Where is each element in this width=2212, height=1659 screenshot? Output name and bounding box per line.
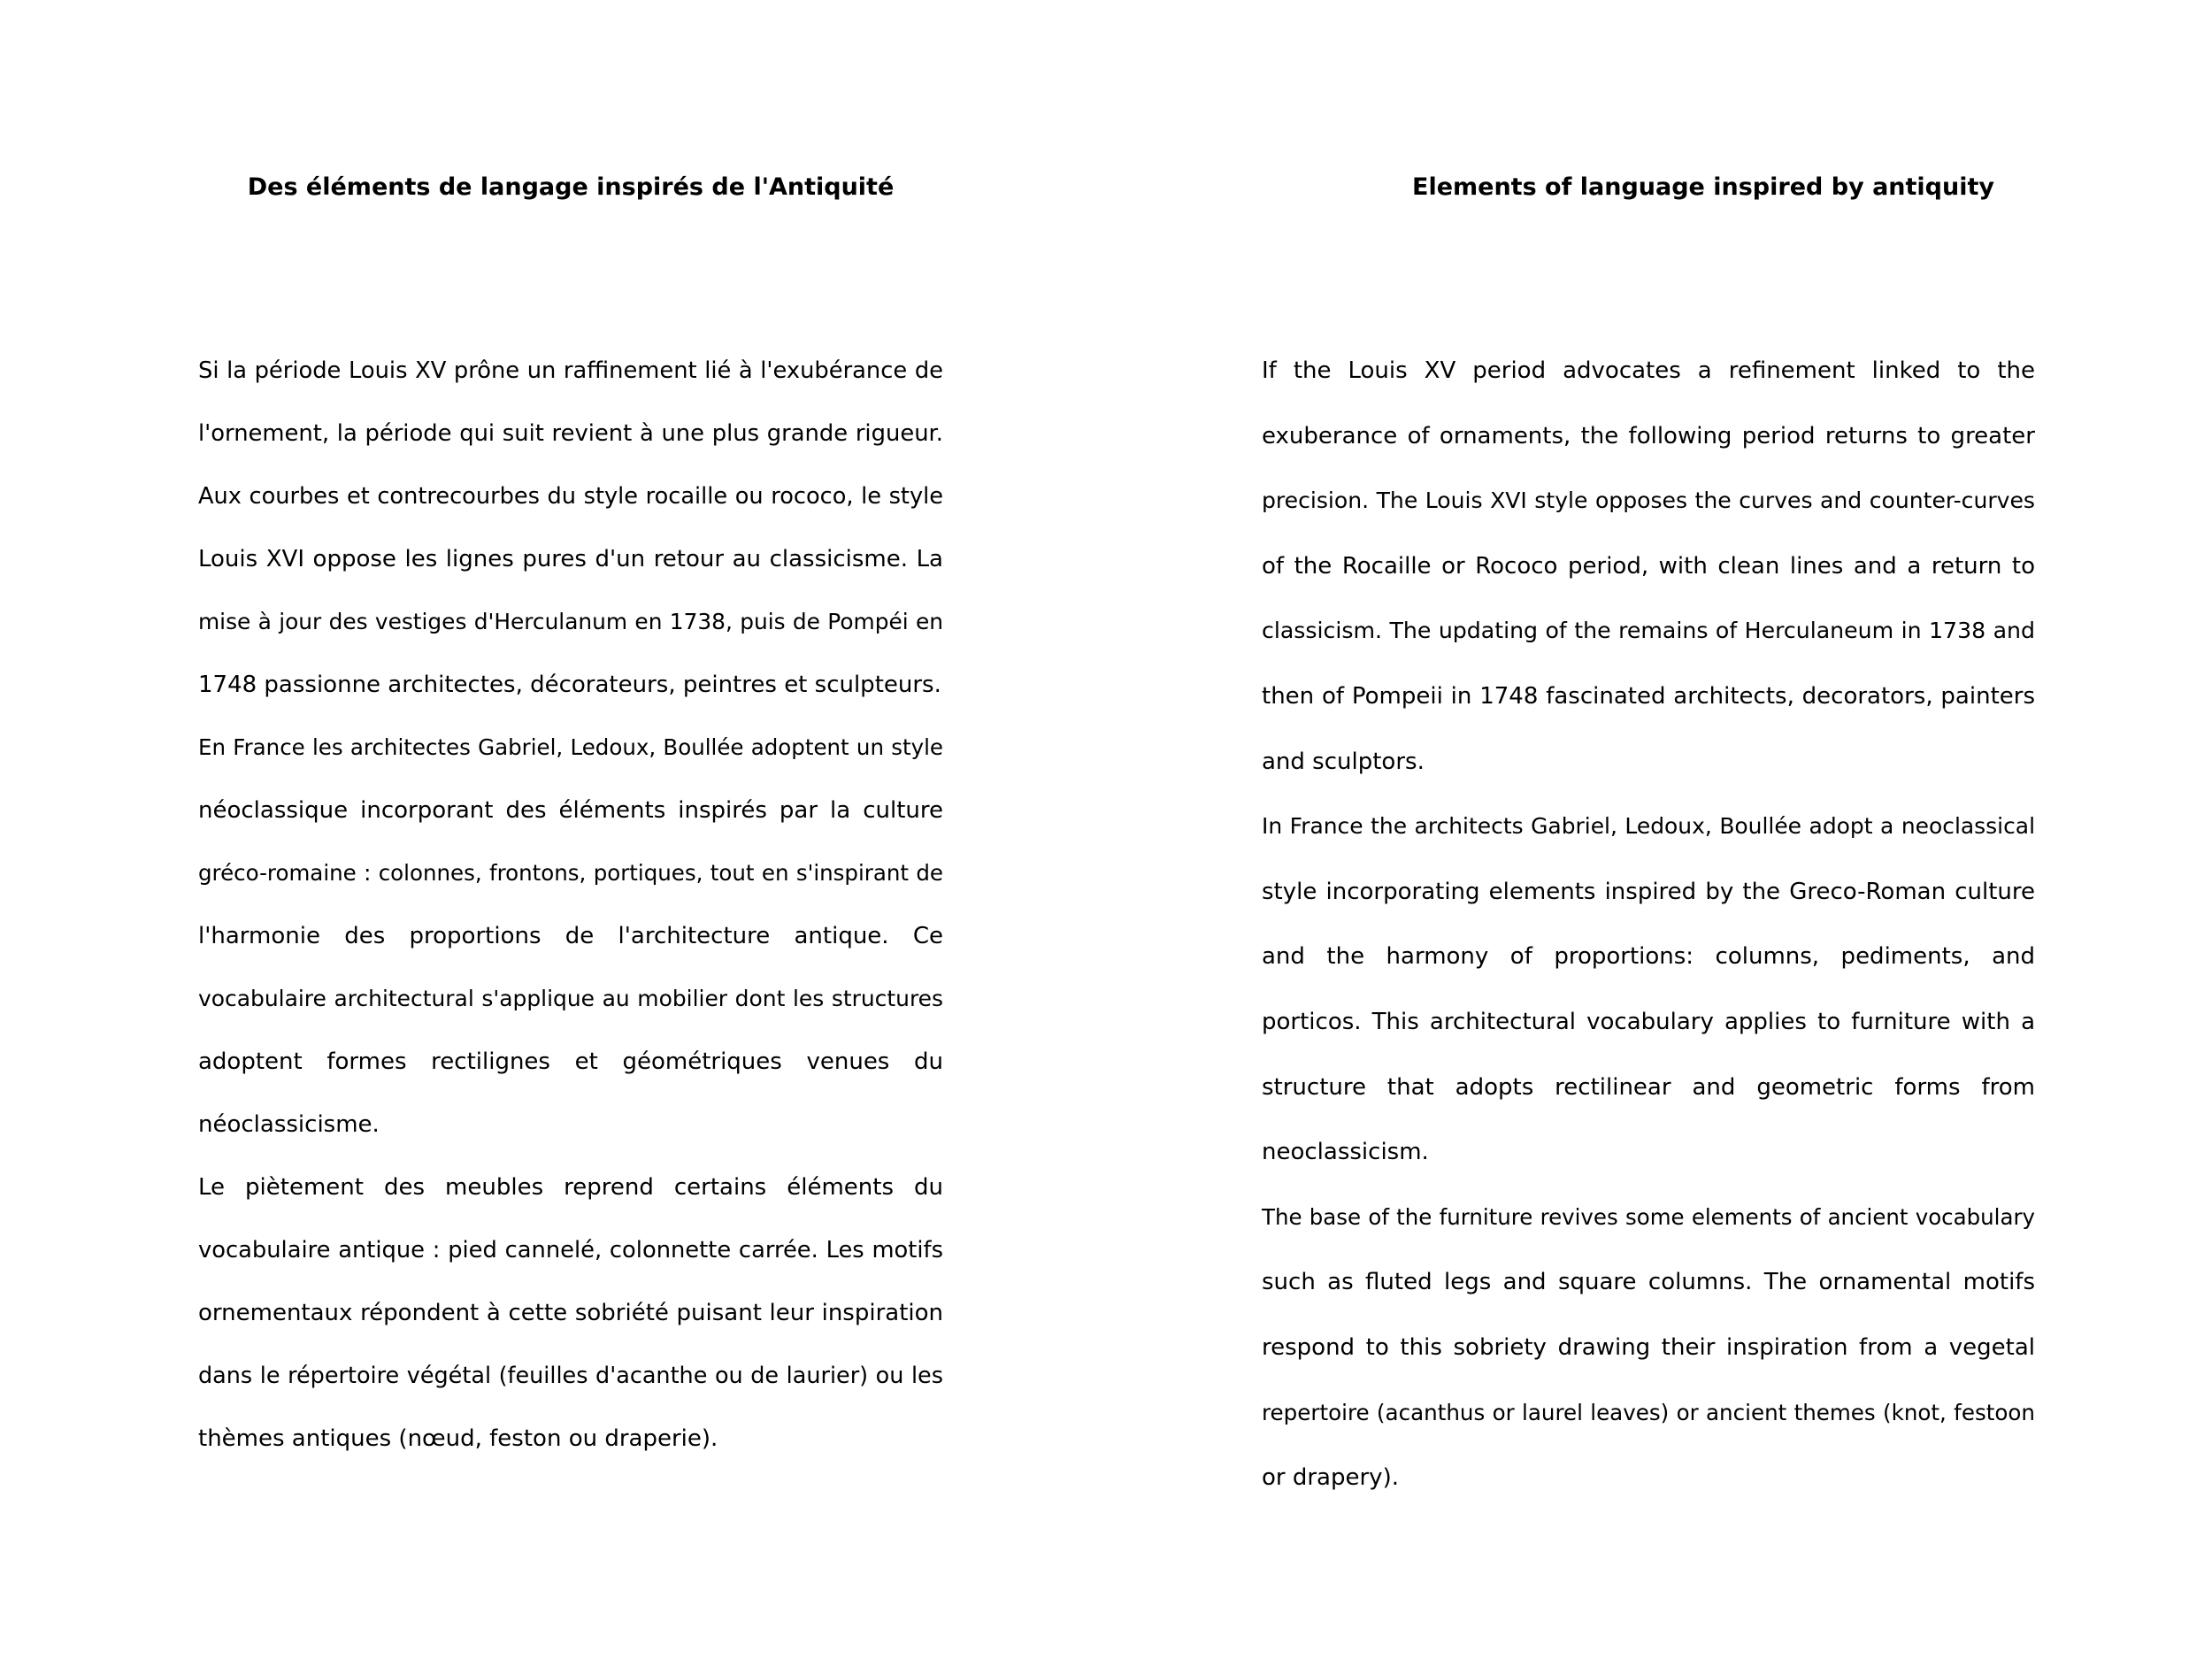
text-line: ornementaux répondent à cette sobriété puisant leur inspiration — [198, 1300, 943, 1326]
text-line: vocabulaire antique : pied cannelé, colonnette carrée. Les motifs — [198, 1237, 943, 1263]
text-line: mise à jour des vestiges d'Herculanum en 1738, puis de Pompéi en — [198, 609, 943, 634]
page-title-english: Elements of language inspired by antiquity — [1412, 173, 1994, 201]
text-line: exuberance of ornaments, the following period returns to greater — [1262, 422, 2035, 449]
text-line: precision. The Louis XVI style opposes the curves and counter-curves — [1262, 488, 2035, 514]
text-line: En France les architectes Gabriel, Ledoux, Boullée adoptent un style — [198, 734, 943, 760]
text-line: gréco-romaine : colonnes, frontons, portiques, tout en s'inspirant de — [198, 860, 943, 886]
text-line: néoclassicisme. — [198, 1111, 380, 1138]
paragraph-2 — [198, 726, 943, 1166]
paragraph-2 — [1262, 805, 2035, 1196]
paragraph-1 — [198, 349, 943, 726]
text-line: Si la période Louis XV prône un raffinement lié à l'exubérance de — [198, 357, 943, 384]
paragraph-3 — [198, 1166, 943, 1480]
text-line: such as fluted legs and square columns. The ornamental motifs — [1262, 1269, 2035, 1296]
text-line: If the Louis XV period advocates a refinement linked to the — [1262, 357, 2035, 384]
text-line: repertoire (acanthus or laurel leaves) or ancient themes (knot, festoon — [1262, 1399, 2035, 1425]
text-line: néoclassique incorporant des éléments inspirés par la culture — [198, 797, 943, 824]
text-line: l'ornement, la période qui suit revient à une plus grande rigueur. — [198, 420, 943, 447]
body-text-english — [1262, 349, 2035, 1522]
text-line: adoptent formes rectilignes et géométriques venues du — [198, 1048, 943, 1075]
text-line: Louis XVI oppose les lignes pures d'un retour au classicisme. La — [198, 546, 943, 572]
text-line: and sculptors. — [1262, 748, 1425, 775]
text-line: In France the architects Gabriel, Ledoux, Boullée adopt a neoclassical — [1262, 813, 2035, 840]
text-line: classicism. The updating of the remains of Herculaneum in 1738 and — [1262, 618, 2035, 644]
body-text-french — [198, 349, 943, 1480]
text-line: porticos. This architectural vocabulary applies to furniture with a — [1262, 1008, 2035, 1035]
text-line: style incorporating elements inspired by the Greco-Roman culture — [1262, 878, 2035, 905]
text-line: Aux courbes et contrecourbes du style rocaille ou rococo, le style — [198, 483, 943, 510]
text-line: The base of the furniture revives some elements of ancient vocabulary — [1262, 1203, 2035, 1230]
text-line: thèmes antiques (nœud, feston ou draperie). — [198, 1425, 718, 1452]
page-title-french: Des éléments de langage inspirés de l'Antiquité — [247, 173, 895, 201]
paragraph-3 — [1262, 1196, 2035, 1522]
text-line: dans le répertoire végétal (feuilles d'acanthe ou de laurier) ou les — [198, 1363, 943, 1389]
text-line: then of Pompeii in 1748 fascinated architects, decorators, painters — [1262, 682, 2035, 710]
paragraph-1 — [1262, 349, 2035, 805]
text-line: structure that adopts rectilinear and geometric forms from — [1262, 1073, 2035, 1101]
text-line: vocabulaire architectural s'applique au mobilier dont les structures — [198, 986, 943, 1011]
text-line: l'harmonie des proportions de l'architecture antique. Ce — [198, 923, 943, 949]
text-line: of the Rocaille or Rococo period, with clean lines and a return to — [1262, 552, 2035, 580]
text-line: neoclassicism. — [1262, 1139, 1429, 1166]
text-line: and the harmony of proportions: columns, pediments, and — [1262, 943, 2035, 971]
text-line: respond to this sobriety drawing their inspiration from a vegetal — [1262, 1333, 2035, 1361]
text-line: or drapery). — [1262, 1464, 1399, 1492]
text-line: Le piètement des meubles reprend certains éléments du — [198, 1174, 943, 1201]
text-line: 1748 passionne architectes, décorateurs, peintres et sculpteurs. — [198, 672, 941, 698]
